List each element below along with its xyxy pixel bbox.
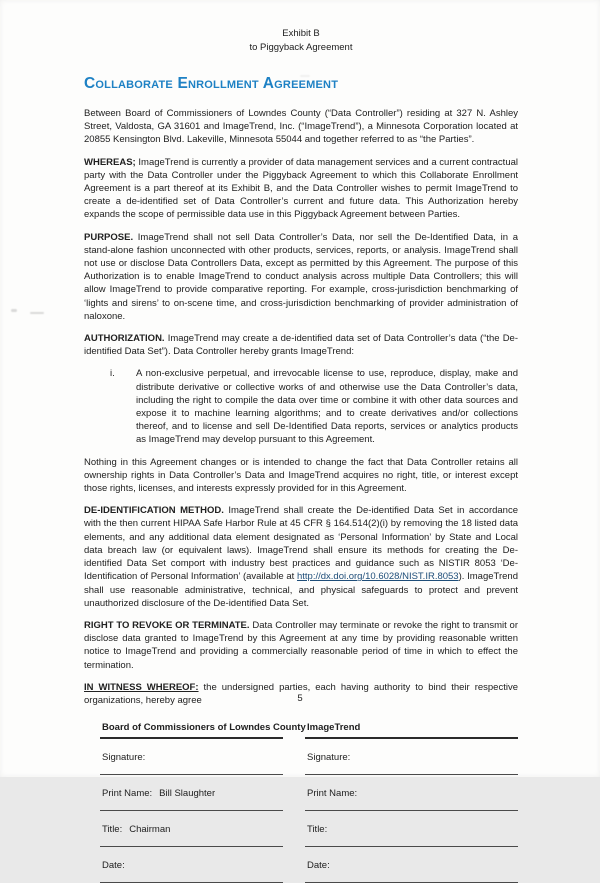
exhibit-header-line1: Exhibit B — [282, 28, 320, 39]
signature-table — [100, 721, 518, 883]
paragraph-authorization — [84, 332, 518, 358]
revoke-label: RIGHT TO REVOKE OR TERMINATE. — [84, 619, 250, 631]
field-value: Chairman — [129, 824, 171, 836]
title-field — [305, 823, 518, 847]
paragraph-intro — [84, 107, 518, 147]
exhibit-header — [84, 27, 518, 54]
nist-doi-link[interactable]: http://dx.doi.org/10.6028/NIST.IR.8053 — [296, 571, 459, 583]
paragraph-ownership — [84, 456, 518, 496]
signature-field — [100, 751, 283, 775]
list-item-text: A non-exclusive perpetual, and irrevocable license to use, reproduce, display, make and distribute derivative or collective works of and otherwise use the Data Controller’s data, including the right to compile the data over time or combine it with other data sources and expose it to machine learning algorithms; and to create derivatives and/or collections thereof, and to license and sell De-Identified Data reports, services or analytics products as ImageTrend may develop pursuant to this Agreement. — [136, 368, 518, 446]
deidentification-label: DE-IDENTIFICATION METHOD. — [84, 505, 224, 517]
signature-column-header: Board of Commissioners of Lowndes County — [100, 721, 283, 739]
document-content — [84, 27, 518, 883]
field-label: Print Name: — [102, 788, 153, 800]
print-name-field — [305, 787, 518, 811]
field-value: Bill Slaughter — [159, 788, 216, 800]
scan-artifact — [11, 309, 17, 312]
deidentification-text-before-link: ImageTrend shall create the De-identified Data Set in accordance with the then current HIPAA Safe Harbor Rule at 45 CFR § 164.514(2)(i) by removing the 18 listed data elements, and any additional data element designated as ‘Personal Information’ by State and Local data breach law (or equivalent laws). ImageTrend shall ensure its methods for creating the De-identified Data Set comport with industry best practices and guidance such as NISTIR 8053 ‘De-Identification of Personal Information’ (available at — [84, 505, 518, 583]
purpose-label: PURPOSE. — [84, 231, 134, 243]
page-number: 5 — [297, 693, 303, 704]
field-label: Title: — [307, 824, 328, 836]
title-field — [100, 823, 283, 847]
paragraph-deidentification — [84, 504, 518, 610]
date-field — [305, 859, 518, 883]
signature-field — [305, 751, 518, 775]
paragraph-whereas — [84, 156, 518, 222]
license-list-item — [84, 367, 518, 446]
date-field — [100, 859, 283, 883]
field-label: Signature: — [102, 752, 146, 764]
paragraph-purpose — [84, 231, 518, 323]
ownership-text: Nothing in this Agreement changes or is intended to change the fact that Data Controller retains all ownership rights in Data Controller’s Data and ImageTrend acquires no right, title, or interest except those rights, licenses, and interests expressly provided for in this Agreement. — [84, 456, 518, 495]
signature-column-imagetrend — [305, 721, 518, 883]
scan-artifact — [30, 312, 44, 314]
purpose-text: ImageTrend shall not sell Data Controller’s Data, nor sell the De-Identified Data, in a stand-alone fashion unconnected with other products, services, reports, or analysis. ImageTrend shall not use or disclose Data Controllers Data, except as permitted by this Agreement. The purpose of this Authorization is to enable ImageTrend to conduct analysis across multiple Data Controllers; this will allow ImageTrend to provide comparative reporting. For example, cross-jurisdiction benchmarking of ‘lights and sirens’ to on-scene time, and cross-jurisdiction benchmarking of provider administration of naloxone. — [84, 231, 518, 322]
whereas-label: WHEREAS; — [84, 156, 136, 168]
witness-text: the undersigned parties, each having authority to bind their respective organizations, hereby agree — [84, 681, 518, 706]
field-label: Print Name: — [307, 788, 358, 800]
deidentification-text-after-link: ). ImageTrend shall use reasonable administrative, technical, and physical safeguards to protect and prevent unauthorized disclosure of the De-identified Data Set. — [84, 571, 518, 609]
exhibit-header-line2: to Piggyback Agreement — [249, 41, 353, 53]
print-name-field — [100, 787, 283, 811]
page-title: Collaborate Enrollment Agreement — [84, 75, 339, 92]
authorization-text: ImageTrend may create a de-identified data set of Data Controller’s data (“the De-identified Data Set”). Data Controller hereby grants ImageTrend: — [84, 333, 518, 358]
signature-column-lowndes — [100, 721, 306, 883]
intro-text: Between Board of Commissioners of Lowndes County (“Data Controller”) residing at 327 N. Ashley Street, Valdosta, GA 31601 and ImageTrend, Inc. (“ImageTrend”), a Minnesota Corporation located at 20855 Kensington Blvd. Lakeville, Minnesota 55044 and together referred to as “the Parties”. — [84, 108, 518, 146]
field-label: Date: — [102, 860, 125, 872]
paragraph-revoke — [84, 619, 518, 672]
list-item-marker: i. — [110, 368, 115, 380]
whereas-text: ImageTrend is currently a provider of data management services and a current contractual party with the Data Controller under the Piggyback Agreement to which this Collaborate Enrollment Agreement is a part thereof at its Exhibit B, and the Data Controller wishes to permit ImageTrend to create a de-identified set of Data Controller’s current and future data. This Authorization hereby expands the scope of permissible data use in this Piggyback Agreement between Parties. — [84, 156, 518, 221]
signature-column-header: ImageTrend — [305, 721, 518, 739]
field-label: Date: — [307, 860, 330, 872]
field-label: Signature: — [307, 752, 351, 764]
witness-label: IN WITNESS WHEREOF: — [84, 681, 199, 693]
authorization-label: AUTHORIZATION. — [84, 333, 165, 345]
revoke-text: Data Controller may terminate or revoke the right to transmit or disclose data granted to ImageTrend by this Agreement at any time by providing reasonable written notice to ImageTrend and providing a commercially reasonable period of time in which to effect the termination. — [84, 619, 518, 671]
field-label: Title: — [102, 824, 123, 836]
